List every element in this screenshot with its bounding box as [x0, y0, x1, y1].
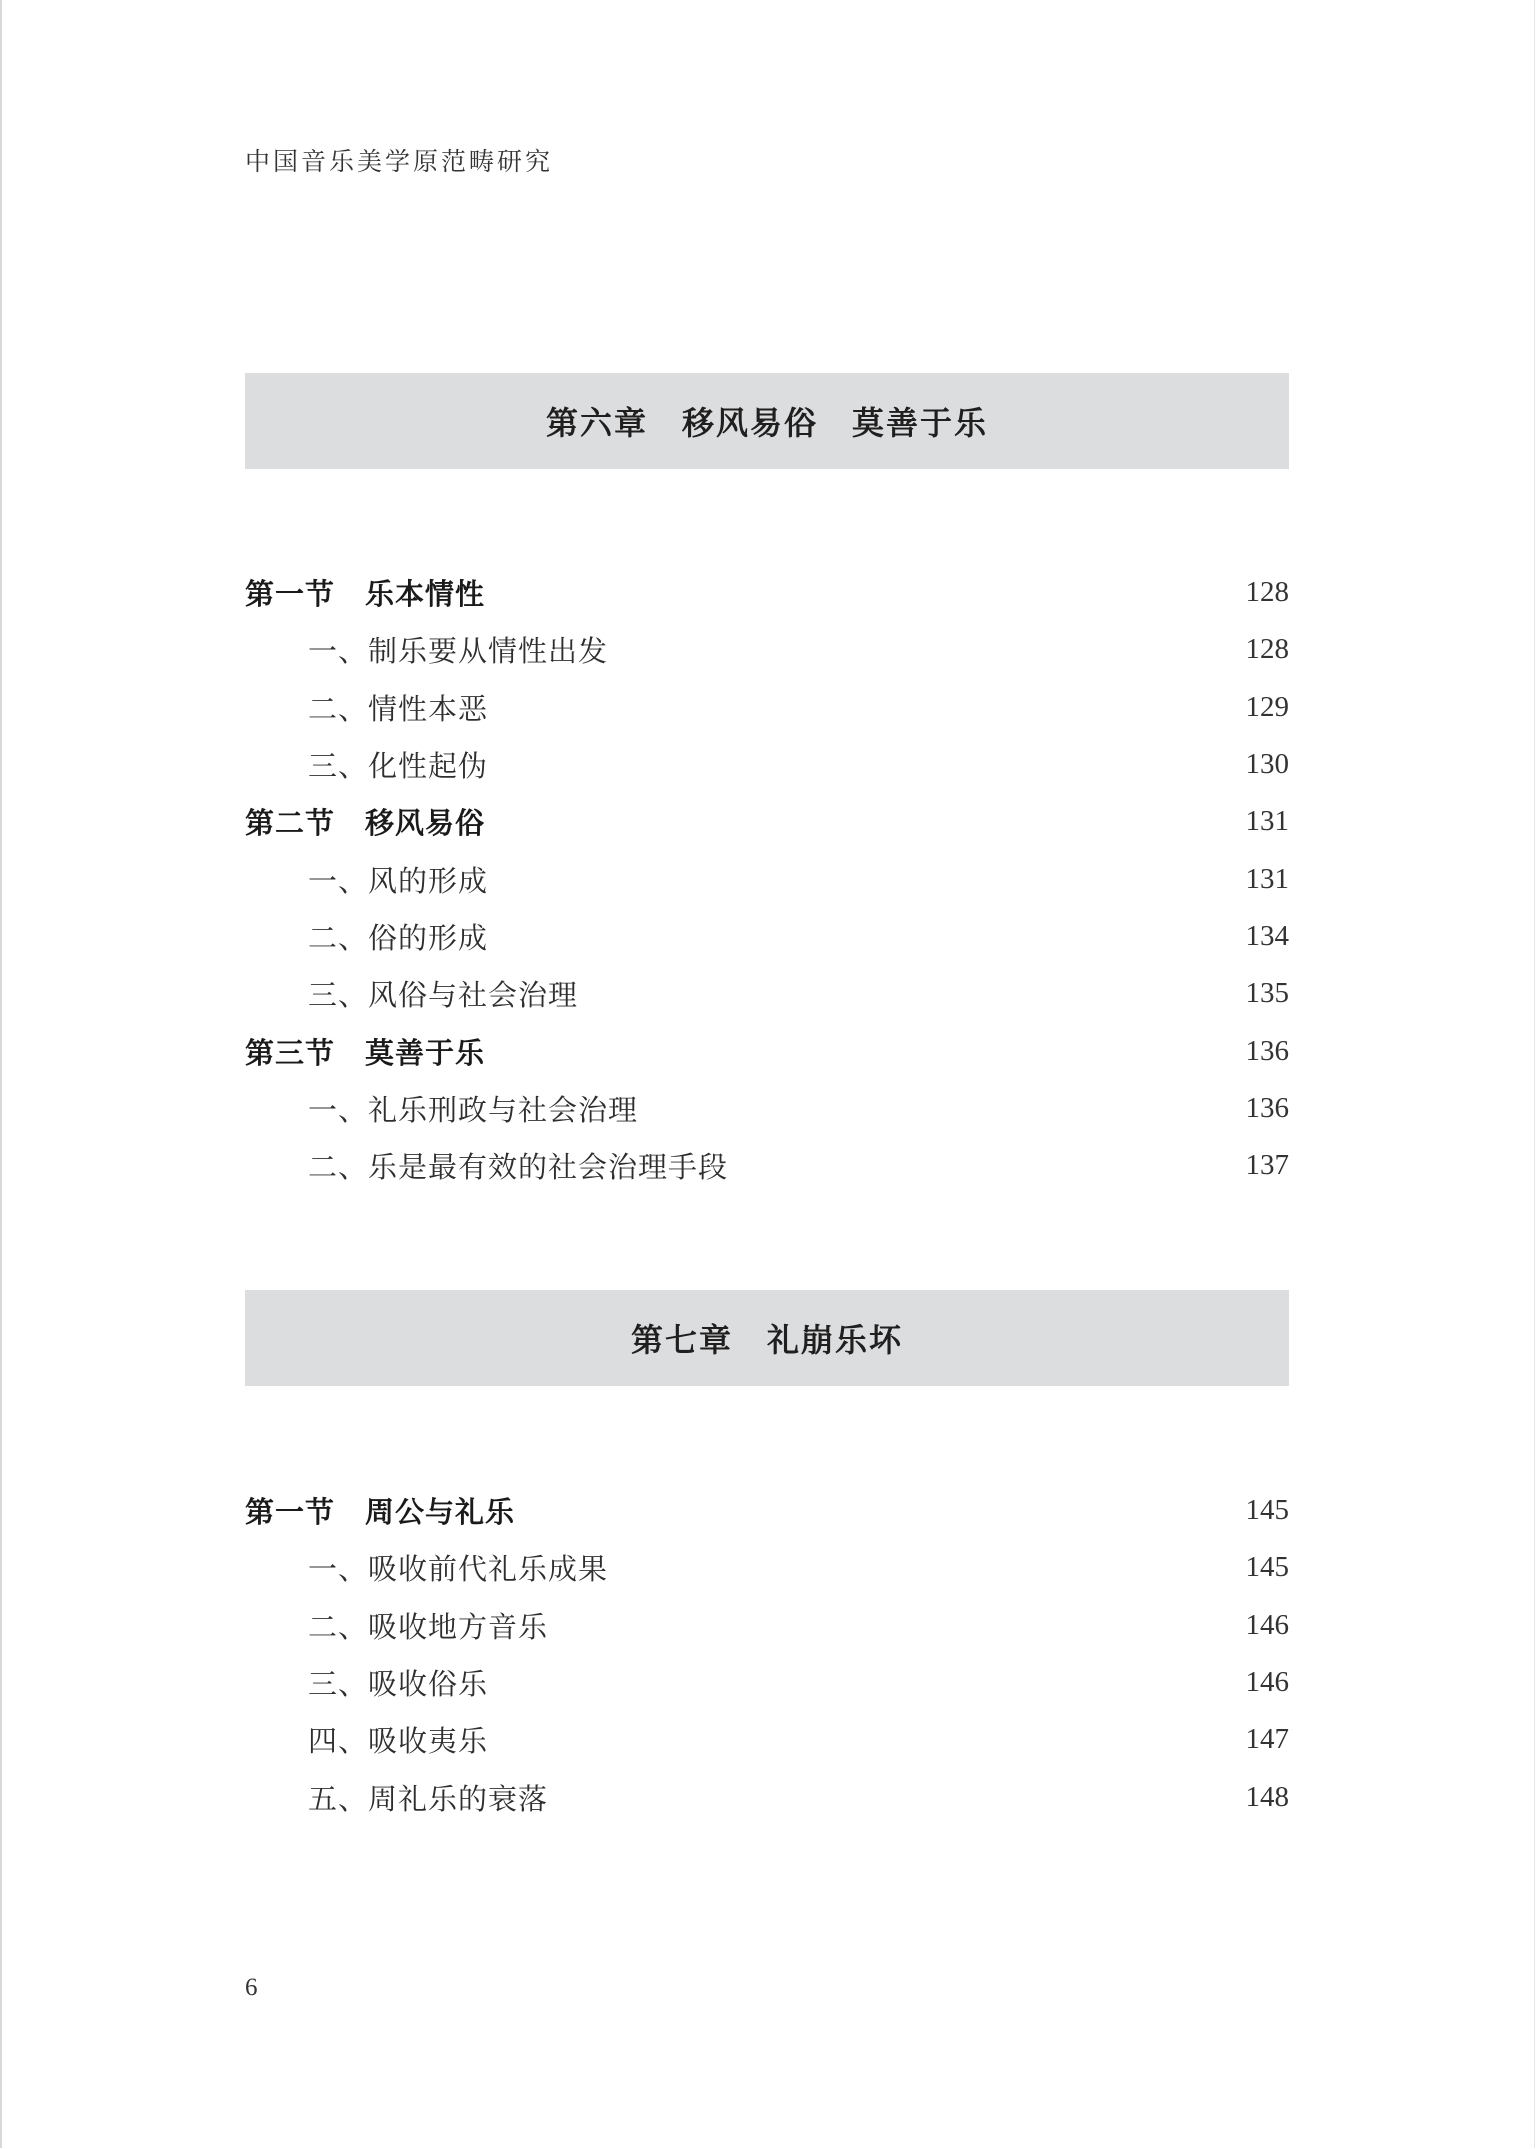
entry-page: 145	[1245, 1494, 1289, 1527]
entry-page: 131	[1245, 862, 1289, 895]
entry-title: 二、俗的形成	[308, 920, 489, 955]
entry-page: 137	[1245, 1149, 1289, 1182]
entry-title: 三、化性起伪	[308, 749, 489, 784]
entry-title: 第三节 莫善于乐	[245, 1035, 486, 1070]
page-number: 6	[245, 1974, 258, 2001]
entry-title: 三、风俗与社会治理	[308, 978, 579, 1013]
toc-entry[interactable]	[245, 850, 1289, 907]
toc-entry[interactable]	[245, 908, 1289, 965]
toc-entry[interactable]	[245, 621, 1289, 678]
entry-page: 146	[1245, 1666, 1289, 1699]
toc-entry[interactable]	[245, 1539, 1289, 1596]
entry-title: 二、乐是最有效的社会治理手段	[308, 1150, 729, 1185]
chapter-heading: 第六章 移风易俗 莫善于乐	[245, 373, 1289, 469]
entry-page: 146	[1245, 1608, 1289, 1641]
toc-entry[interactable]	[245, 1482, 1289, 1539]
entry-title: 二、情性本恶	[308, 691, 489, 726]
toc-entry[interactable]	[245, 679, 1289, 736]
entry-title: 四、吸收夷乐	[308, 1724, 489, 1759]
toc-list	[245, 564, 1289, 1194]
entry-title: 第二节 移风易俗	[245, 806, 486, 841]
entry-page: 135	[1245, 977, 1289, 1010]
entry-page: 134	[1245, 919, 1289, 952]
entry-page: 130	[1245, 748, 1289, 781]
entry-title: 一、制乐要从情性出发	[308, 634, 609, 669]
toc-entry[interactable]	[245, 1711, 1289, 1768]
entry-page: 147	[1245, 1723, 1289, 1756]
toc-entry[interactable]	[245, 1654, 1289, 1711]
entry-page: 145	[1245, 1551, 1289, 1584]
toc-entry[interactable]	[245, 965, 1289, 1022]
running-header: 中国音乐美学原范畴研究	[245, 147, 554, 176]
entry-title: 五、周礼乐的衰落	[308, 1781, 549, 1816]
toc-entry[interactable]	[245, 1597, 1289, 1654]
entry-page: 148	[1245, 1780, 1289, 1813]
toc-entry[interactable]	[245, 564, 1289, 621]
toc-entry[interactable]	[245, 1768, 1289, 1825]
toc-entry[interactable]	[245, 1137, 1289, 1194]
entry-title: 一、风的形成	[308, 863, 489, 898]
entry-title: 二、吸收地方音乐	[308, 1609, 549, 1644]
entry-page: 131	[1245, 805, 1289, 838]
entry-page: 136	[1245, 1091, 1289, 1124]
entry-page: 129	[1245, 690, 1289, 723]
entry-title: 一、吸收前代礼乐成果	[308, 1552, 609, 1587]
entry-title: 三、吸收俗乐	[308, 1667, 489, 1702]
toc-entry[interactable]	[245, 736, 1289, 793]
entry-title: 一、礼乐刑政与社会治理	[308, 1092, 639, 1127]
entry-page: 128	[1245, 576, 1289, 609]
entry-page: 128	[1245, 633, 1289, 666]
toc-entry[interactable]	[245, 1080, 1289, 1137]
chapter-heading: 第七章 礼崩乐坏	[245, 1290, 1289, 1386]
toc-entry[interactable]	[245, 1022, 1289, 1079]
entry-title: 第一节 乐本情性	[245, 577, 486, 612]
toc-list	[245, 1482, 1289, 1826]
toc-entry[interactable]	[245, 793, 1289, 850]
entry-title: 第一节 周公与礼乐	[245, 1495, 516, 1530]
entry-page: 136	[1245, 1034, 1289, 1067]
